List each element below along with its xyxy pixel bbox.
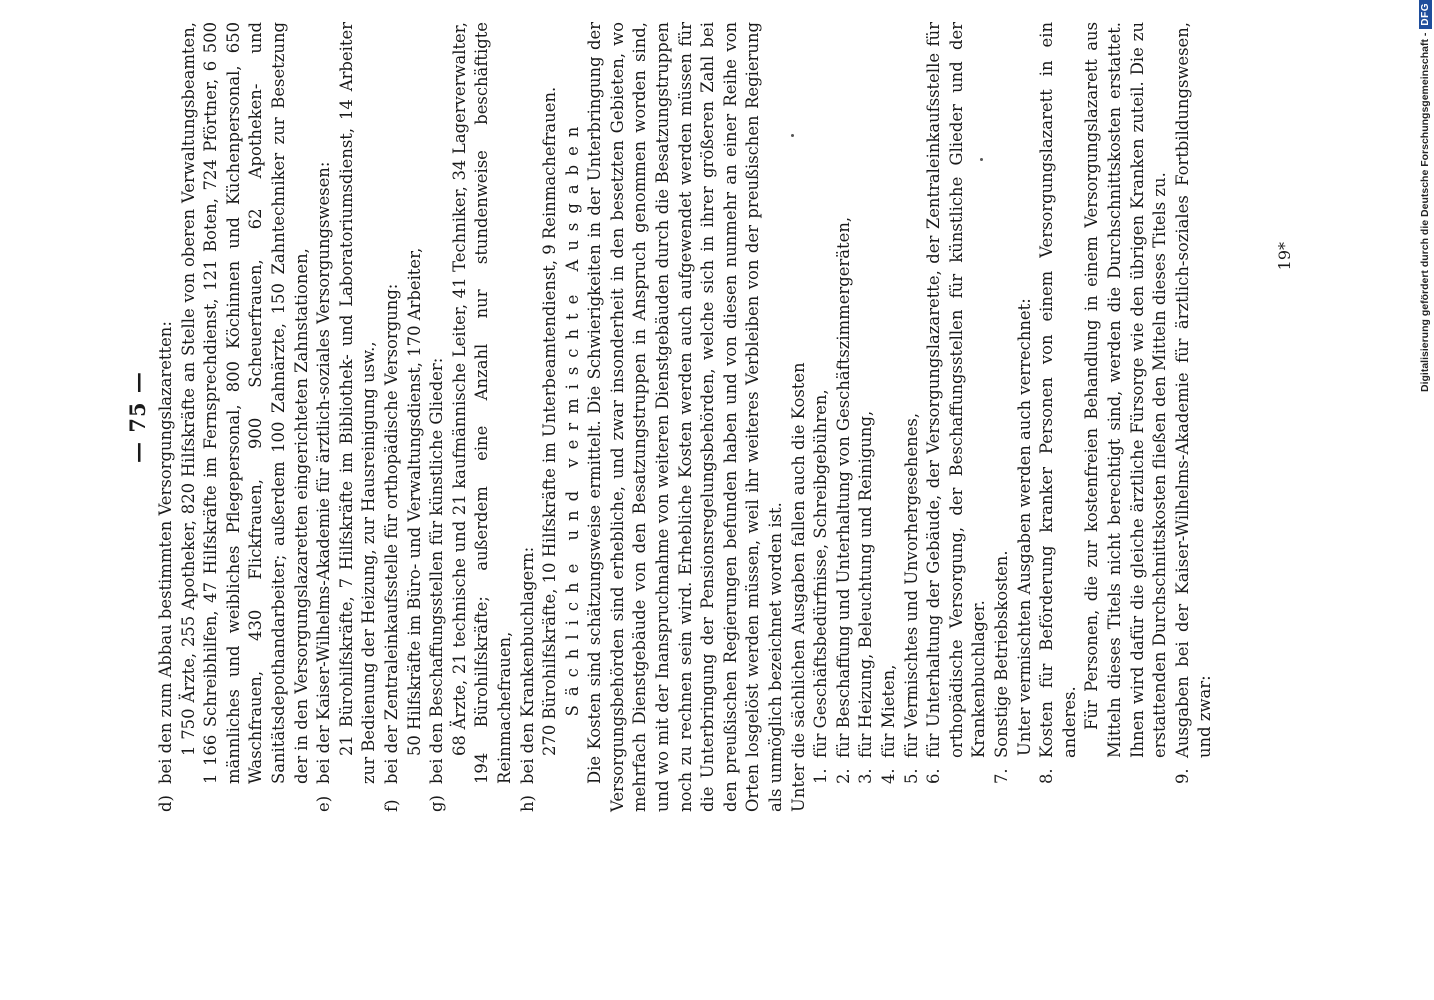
dfg-footer: [1418, 2, 1432, 392]
section-f: [381, 22, 426, 812]
dfg-logo: DFG: [1419, 0, 1432, 29]
expense-list: [810, 22, 1013, 812]
section-h-text: 270 Bürohilfskräfte, 10 Hilfskräfte im Unterbeamtendienst, 9 Reinmachefrauen.: [540, 86, 560, 756]
section-e-label: e): [314, 795, 334, 812]
list-item: 4. für Mieten,: [879, 664, 898, 784]
section-d-label: d): [156, 795, 175, 812]
list-item: 2. für Beschaffung und Unterhaltung von Geschäftszimmergeräten,: [833, 216, 853, 784]
list-item: 5. für Vermischtes und Unvorhergesehenes,: [901, 412, 921, 784]
section-h-label: h): [517, 795, 537, 812]
section-e-intro: bei der Kaiser-Wilhelms-Akademie für ärztlich-soziales Versorgungswesen:: [314, 161, 334, 784]
list-item: 3. für Heizung, Beleuchtung und Reinigung,: [856, 410, 876, 784]
section-g-label: g): [427, 795, 447, 812]
section-e-text: 21 Bürohilfskräfte, 7 Hilfskräfte im Bibliothek- und Laboratoriumsdienst, 14 Arbeiter zur Bedienung der Heizung, zur Hausreinigung usw.,: [336, 22, 379, 784]
section-d: [155, 22, 313, 812]
section-f-intro: bei der Zentraleinkaufsstelle für orthopädische Versorgung:: [381, 283, 401, 784]
item-8: 8. Kosten für Beförderung kranker Personen von einem Versorgungslazarett in ein anderes.: [1037, 22, 1079, 784]
list-item: 1. für Geschäftsbedürfnisse, Schreibgebühren,: [811, 389, 831, 784]
list-item: 7. Sonstige Betriebskosten.: [991, 550, 1011, 784]
list-intro: Unter die sächlichen Ausgaben fallen auch die Kosten: [788, 362, 808, 812]
document-body: [155, 22, 1217, 812]
sheet-signature: 19*: [1275, 242, 1294, 271]
item-9: 9. Ausgaben bei der Kaiser-Wilhelms-Akademie für ärztlich-soziales Fortbildungswesen, und zwar:: [1172, 22, 1215, 784]
section-g-intro: bei den Beschaffungsstellen für künstliche Glieder:: [427, 357, 447, 784]
section-d-intro: bei den zum Abbau bestimmten Versorgungslazaretten:: [156, 321, 175, 784]
section-e: [313, 22, 381, 812]
section-title: Sächliche und vermischte Ausgaben: [562, 117, 582, 717]
section-g-text: 68 Ärzte, 21 technische und 21 kaufmännische Leiter, 41 Techniker, 34 Lagerverwalter, 194 Bürohilfskräfte; außerdem eine Anzahl nur stundenweise beschäftigte Reinmachefrauen,: [449, 22, 514, 784]
section-d-text: 1 750 Ärzte, 255 Apotheker, 820 Hilfskräfte an Stelle von oberen Verwaltungsbeamten, 1 166 Schreibhilfen, 47 Hilfskräfte im Fernsprechdienst, 121 Boten, 724 Pförtner, 6 500 männliches und weibliches Pflegepersonal, 800 Köchinnen und Küchenpersonal, 650 Waschfrauen, 430 Flickfrauen, 900 Scheuerfrauen, 62 Apotheken- und Sanitätsdepothandarbeiter; außerdem 100 Zahnärzte, 150 Zahntechniker zur Besetzung der in den Versorgungslazaretten eingerichteten Zahnstationen,: [178, 22, 311, 784]
section-f-text: 50 Hilfskräfte im Büro- und Verwaltungsdienst, 170 Arbeiter,: [404, 247, 424, 756]
section-h: [517, 22, 562, 812]
section-h-intro: bei den Krankenbuchlagern:: [517, 546, 537, 784]
section-g: [426, 22, 516, 812]
rotated-document-page: [125, 22, 1335, 812]
main-paragraph: Die Kosten sind schätzungsweise ermittelt. Die Schwierigkeiten in der Unterbringung der Versorgungsbehörden sind erhebliche, und zwar insonderheit in den besetzten Gebieten, wo mehrfach Dienstgebäude von den Besatzungstruppen in Anspruch genommen worden sind, und wo mit der Inanspruchnahme von weiteren Dienstgebäuden durch die Besatzungstruppen noch zu rechnen sein wird. Erhebliche Kosten werden auch aufgewendet werden müssen für die Unterbringung der Pensionsregelungsbehörden, welche sich in ihrer größeren Zahl bei den preußischen Regierungen befunden haben und von diesen nunmehr an einer Reihe von Orten losgelöst werden müssen, weil ihr weiteres Verbleiben von der preußischen Regierung als unmöglich bezeichnet worden ist.: [585, 22, 786, 812]
section-f-label: f): [381, 799, 401, 812]
scan-speck: [980, 158, 983, 161]
item-8-paragraph: Für Personen, die zur kostenfreien Behandlung in einem Versorgungslazarett aus Mitteln dieses Titels nicht berechtigt sind, werden die Durchschnittskosten erstattet. Ihnen wird dafür die gleiche ärztliche Fürsorge wie den übrigen Kranken zuteil. Die zu erstattenden Durchschnittskosten fließen den Mitteln dieses Titels zu.: [1082, 22, 1170, 758]
page-number-header: — 75 —: [125, 371, 150, 463]
dfg-footer-text: Digitalisierung gefördert durch die Deutsche Forschungsgemeinschaft -: [1419, 32, 1431, 392]
item-7-paragraph: Unter vermischten Ausgaben werden auch verrechnet:: [1014, 298, 1034, 756]
scan-speck: [791, 134, 794, 137]
list-item: 6. für Unterhaltung der Gebäude, der Versorgungslazarette, der Zentraleinkaufsstelle für orthopädische Versorgung, der Beschaffungsstellen für künstliche Glieder und der Krankenbuchlager.: [924, 22, 989, 784]
